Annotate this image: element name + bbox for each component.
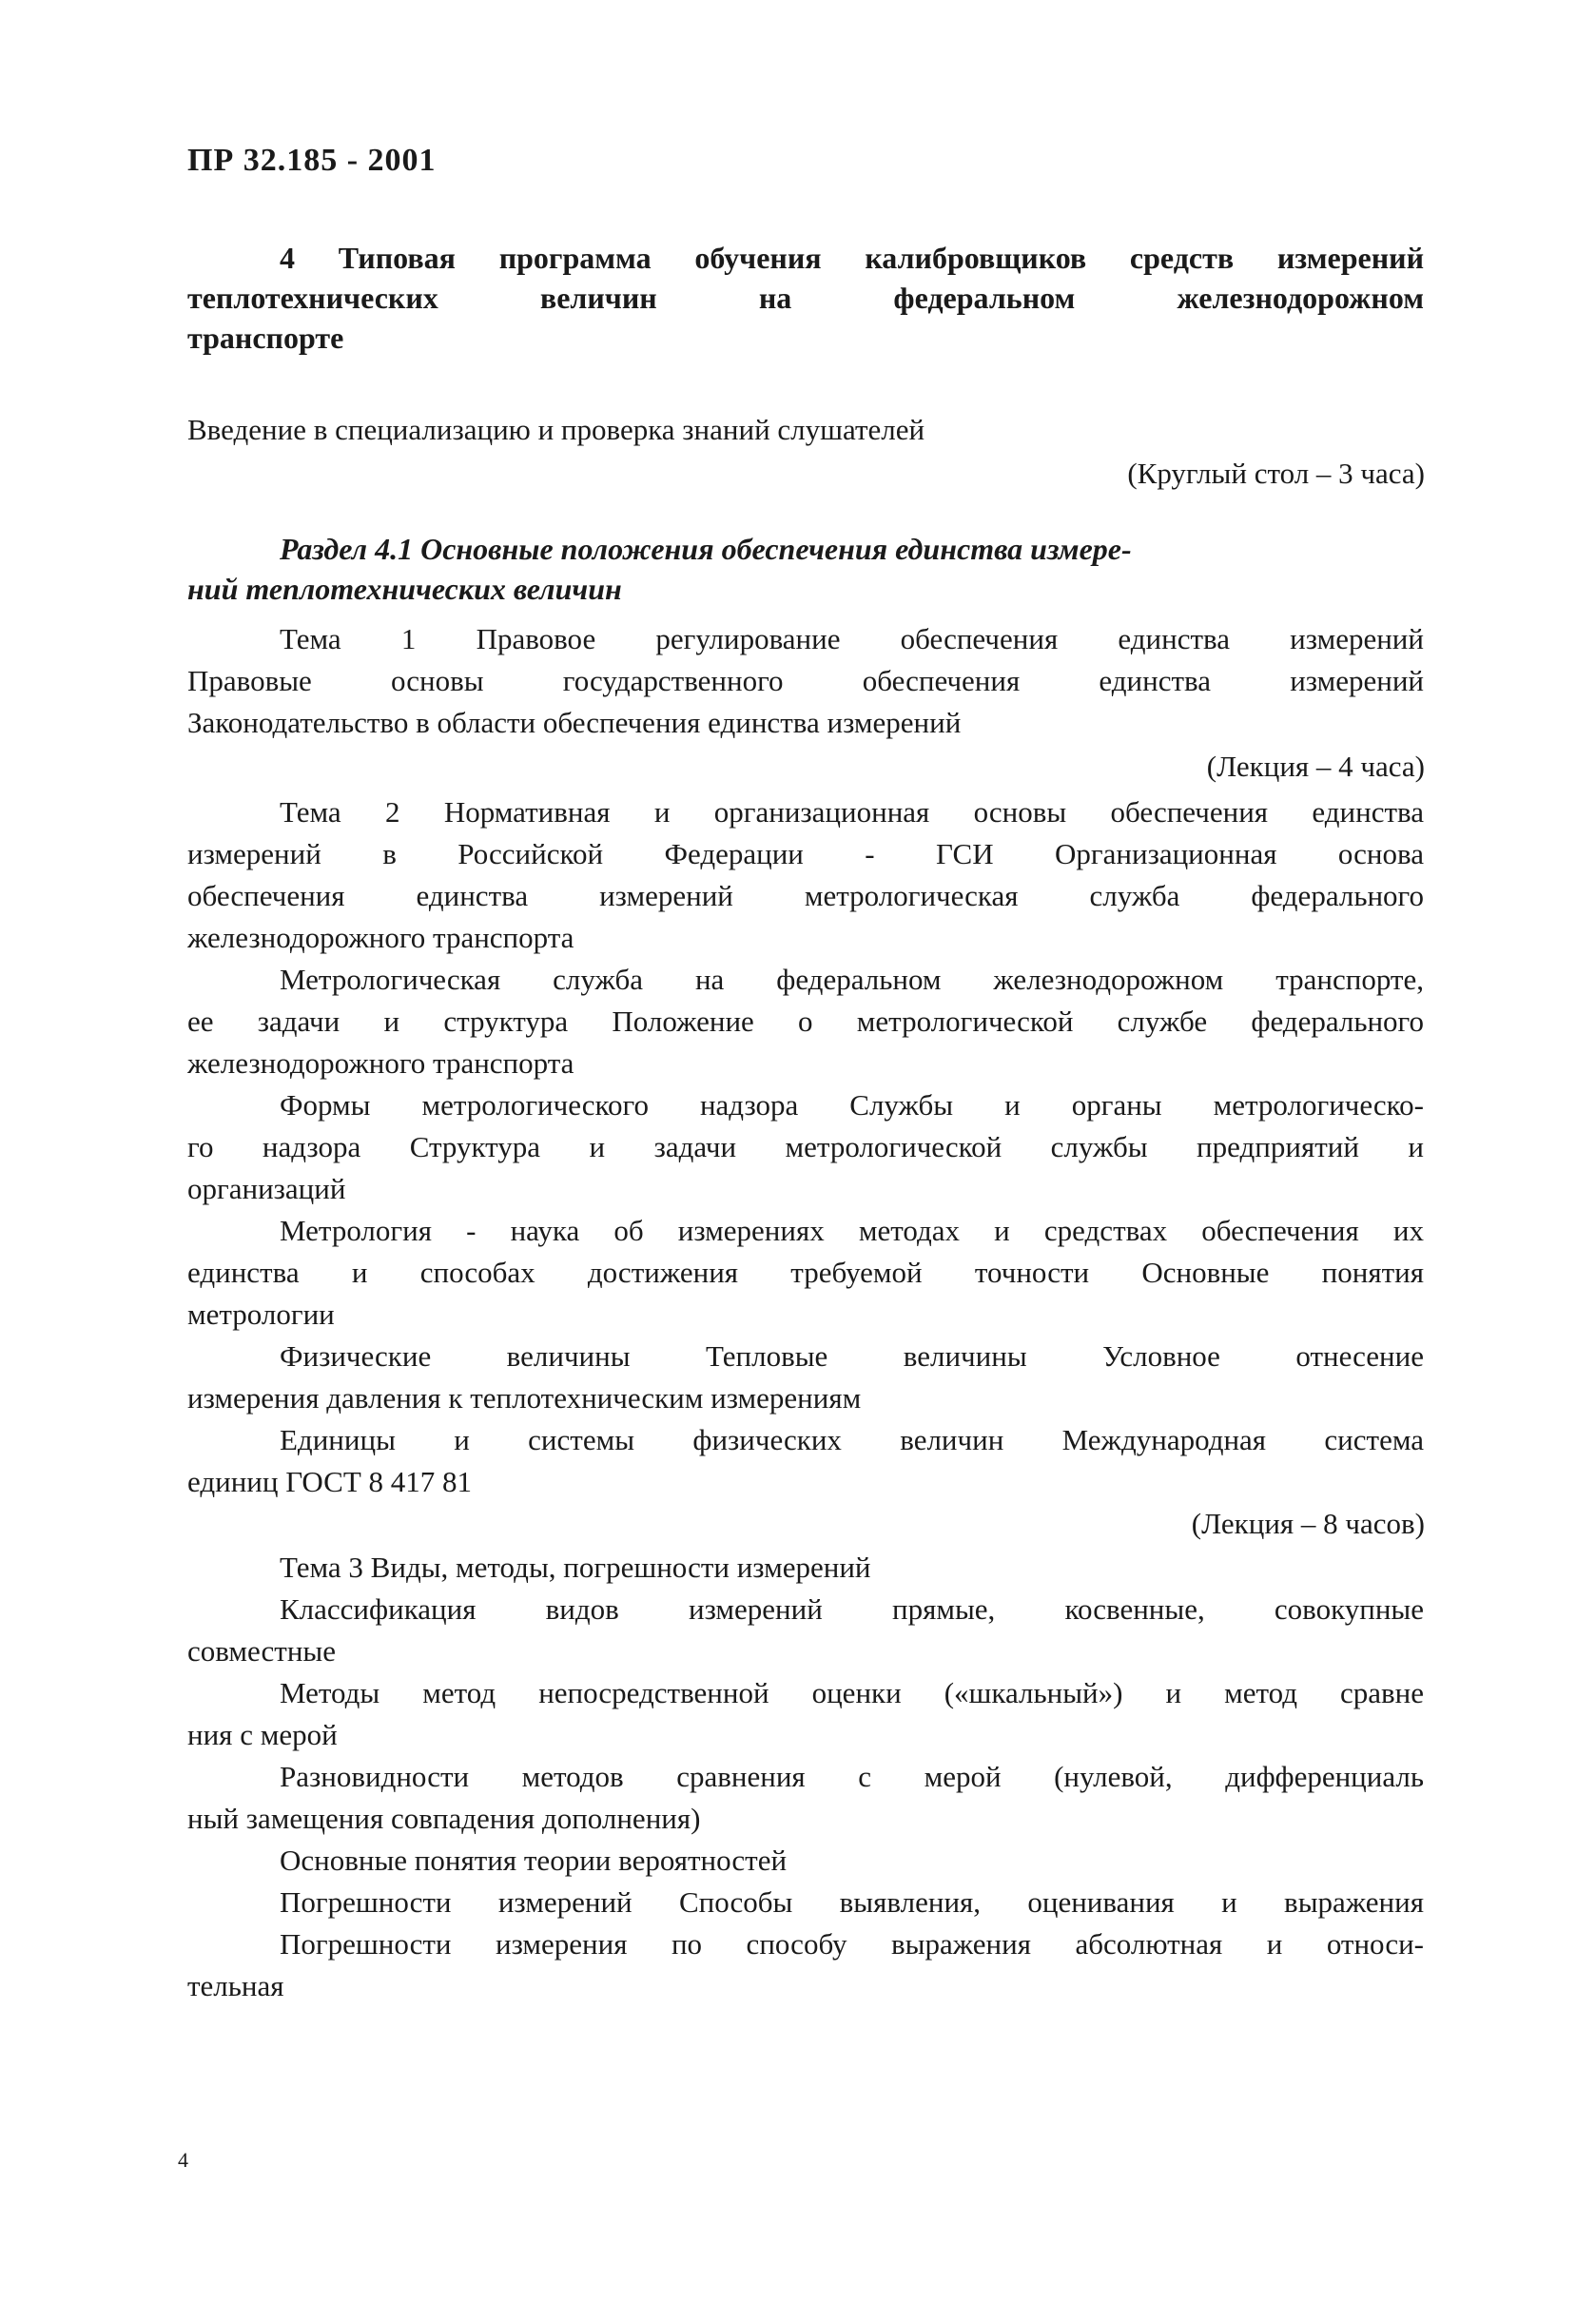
topic-2-line: Единицы и системы физических величин Международная система: [280, 1423, 1424, 1456]
topic-2-line: обеспечения единства измерений метрологическая служба федерального: [187, 879, 1424, 912]
intro-duration: (Круглый стол – 3 часа): [1127, 457, 1425, 490]
topic-2-line: Формы метрологического надзора Службы и органы метрологическо-: [280, 1088, 1424, 1122]
section-heading-line: Раздел 4.1 Основные положения обеспечения единства измере-: [280, 532, 1132, 566]
topic-2-line: го надзора Структура и задачи метрологической службы предприятий и: [187, 1130, 1424, 1163]
topic-2-line: единства и способах достижения требуемой точности Основные понятия: [187, 1256, 1424, 1289]
topic-3-line: ный замещения совпадения дополнения): [187, 1802, 701, 1835]
topic-3-line: Классификация видов измерений прямые, косвенные, совокупные: [280, 1592, 1424, 1626]
program-heading: [187, 238, 1424, 358]
topic-2-line: измерений в Российской Федерации - ГСИ Организационная основа: [187, 837, 1424, 870]
topic-1-line: Тема 1 Правовое регулирование обеспечения единства измерений: [280, 622, 1424, 655]
topic-2-line: Тема 2 Нормативная и организационная основы обеспечения единства: [280, 795, 1424, 829]
topic-2-line: Метрологическая служба на федеральном железнодорожном транспорте,: [280, 963, 1424, 996]
program-heading-line: транспорте: [187, 321, 344, 355]
topic-2-line: организаций: [187, 1172, 346, 1205]
topic-3-line: тельная: [187, 1969, 284, 2002]
document-code: ПР 32.185 - 2001: [187, 143, 437, 178]
program-heading-line: 4 Типовая программа обучения калибровщиков средств измерений: [280, 241, 1424, 275]
topic-2-line: Физические величины Тепловые величины Условное отнесение: [280, 1339, 1424, 1373]
topic-3-line: Погрешности измерения по способу выражения абсолютная и относи-: [280, 1927, 1424, 1961]
section-heading: [187, 529, 1367, 609]
topic-3-line: Основные понятия теории вероятностей: [280, 1844, 788, 1877]
topic-2-line: железнодорожного транспорта: [187, 1046, 574, 1080]
topic-2: [187, 791, 1424, 1503]
topic-2-line: измерения давления к теплотехническим измерениям: [187, 1381, 862, 1415]
topic-3-line: Методы метод непосредственной оценки («шкальный») и метод сравне: [280, 1676, 1424, 1709]
topic-1-line: Законодательство в области обеспечения единства измерений: [187, 706, 962, 739]
topic-2-duration: (Лекция – 8 часов): [1191, 1507, 1425, 1540]
topic-3-line: совместные: [187, 1634, 336, 1668]
topic-2-line: ее задачи и структура Положение о метрологической службе федерального: [187, 1005, 1424, 1038]
topic-3: [187, 1547, 1424, 2007]
topic-2-line: метрологии: [187, 1298, 335, 1331]
program-heading-line: теплотехнических величин на федеральном железнодорожном: [187, 281, 1424, 315]
topic-1-line: Правовые основы государственного обеспечения единства измерений: [187, 664, 1424, 697]
topic-1-duration: (Лекция – 4 часа): [1206, 750, 1425, 783]
topic-2-line: железнодорожного транспорта: [187, 921, 574, 954]
topic-3-line: Погрешности измерений Способы выявления, оценивания и выражения: [280, 1885, 1424, 1919]
topic-3-line: ния с мерой: [187, 1718, 338, 1751]
topic-3-line: Тема 3 Виды, методы, погрешности измерений: [280, 1551, 871, 1584]
section-heading-line: ний теплотехнических величин: [187, 572, 622, 606]
page-number: 4: [178, 2148, 188, 2172]
topic-3-line: Разновидности методов сравнения с мерой (нулевой, дифференциаль: [280, 1760, 1424, 1793]
topic-2-line: Метрология - наука об измерениях методах и средствах обеспечения их: [280, 1214, 1424, 1247]
topic-2-line: единиц ГОСТ 8 417 81: [187, 1465, 473, 1498]
topic-1: [187, 618, 1424, 744]
intro-text: Введение в специализацию и проверка знаний слушателей: [187, 413, 925, 446]
